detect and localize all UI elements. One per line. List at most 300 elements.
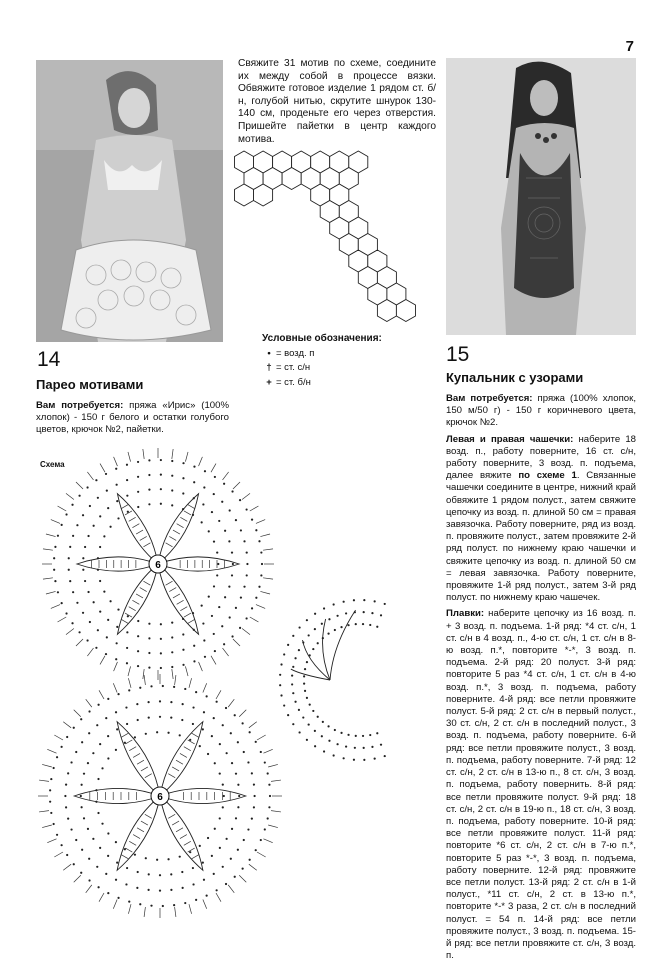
chain-stitch	[235, 519, 237, 521]
chain-stitch	[224, 596, 226, 598]
chain-stitch	[162, 685, 164, 687]
chain-stitch	[167, 732, 169, 734]
chain-stitch	[137, 635, 139, 637]
double-crochet-stitch	[141, 821, 148, 825]
chain-stitch	[336, 615, 338, 617]
chain-stitch	[374, 600, 376, 602]
chain-stitch	[83, 817, 85, 819]
chain-stitch	[93, 525, 95, 527]
chain-stitch	[171, 489, 173, 491]
edge-stitch	[128, 452, 131, 462]
chain-stitch	[221, 501, 223, 503]
double-crochet-stitch	[176, 828, 183, 832]
chain-stitch	[214, 828, 216, 830]
double-crochet-stitch	[180, 835, 187, 839]
chain-stitch	[321, 623, 323, 625]
chain-stitch	[117, 693, 119, 695]
chain-stitch	[54, 546, 56, 548]
chain-stitch	[61, 524, 63, 526]
chain-stitch	[193, 660, 195, 662]
chain-stitch	[203, 639, 205, 641]
chain-stitch	[203, 879, 205, 881]
edge-stitch	[185, 666, 188, 676]
chain-stitch	[237, 806, 239, 808]
chain-stitch	[226, 752, 228, 754]
chain-stitch	[239, 499, 241, 501]
chain-stitch	[222, 724, 224, 726]
edge-stitch	[46, 534, 56, 537]
chain-stitch	[137, 871, 139, 873]
double-crochet-stitch	[192, 733, 199, 737]
chain-stitch	[72, 591, 74, 593]
double-crochet-stitch	[184, 511, 191, 515]
chain-stitch	[61, 602, 63, 604]
crochet-motif-partial	[279, 599, 386, 761]
chain-stitch	[103, 535, 105, 537]
chain-stitch	[61, 844, 63, 846]
chain-stitch	[327, 725, 329, 727]
chain-stitch	[96, 866, 98, 868]
chain-stitch	[255, 849, 257, 851]
chain-stitch	[235, 817, 237, 819]
pareo-photo-image	[36, 60, 223, 342]
chain-stitch	[116, 626, 118, 628]
edge-stitch	[260, 591, 270, 594]
chain-stitch	[64, 795, 66, 797]
chain-stitch	[56, 834, 58, 836]
double-crochet-stitch	[136, 530, 143, 534]
edge-stitch	[114, 457, 118, 466]
chain-stitch	[50, 778, 52, 780]
edge-stitch	[58, 506, 67, 511]
chain-stitch	[72, 535, 74, 537]
chain-stitch	[306, 619, 308, 621]
chain-stitch	[192, 723, 194, 725]
chain-stitch	[204, 470, 206, 472]
chain-stitch	[302, 716, 304, 718]
motif-center-number: 6	[157, 792, 163, 803]
chain-stitch	[179, 856, 181, 858]
chain-stitch	[245, 508, 247, 510]
chain-stitch	[192, 706, 194, 708]
chain-stitch	[137, 719, 139, 721]
chain-stitch	[65, 783, 67, 785]
chain-stitch	[240, 596, 242, 598]
chain-stitch	[267, 772, 269, 774]
chain-stitch	[202, 862, 204, 864]
double-crochet-stitch	[166, 581, 173, 585]
chain-stitch	[181, 719, 183, 721]
petal-outline	[303, 640, 330, 680]
chain-stitch	[245, 617, 247, 619]
petal-outline	[117, 796, 160, 870]
chain-stitch	[216, 701, 218, 703]
chain-stitch	[126, 479, 128, 481]
double-crochet-stitch	[177, 600, 184, 604]
chain-stitch	[287, 714, 289, 716]
chain-stitch	[303, 675, 305, 677]
chain-stitch	[145, 857, 147, 859]
edge-stitch	[58, 617, 67, 622]
chain-stitch	[81, 741, 83, 743]
chain-stitch	[240, 529, 242, 531]
chain-stitch	[306, 697, 308, 699]
edge-stitch	[228, 885, 234, 893]
chain-stitch	[106, 490, 108, 492]
chain-stitch	[261, 563, 263, 565]
chain-stitch	[214, 762, 216, 764]
edge-stitch	[42, 825, 52, 828]
chain-stitch	[298, 626, 300, 628]
double-crochet-stitch	[169, 536, 176, 540]
chain-stitch	[376, 626, 378, 628]
chain-stitch	[97, 497, 99, 499]
chain-stitch	[88, 710, 90, 712]
petal-outline	[323, 619, 330, 680]
chain-stitch	[216, 889, 218, 891]
petal-outline	[117, 722, 160, 796]
chain-stitch	[201, 605, 203, 607]
chain-stitch	[249, 859, 251, 861]
chain-stitch	[226, 838, 228, 840]
chain-stitch	[147, 701, 149, 703]
chain-stitch	[107, 735, 109, 737]
edge-stitch	[76, 482, 83, 489]
edge-stitch	[271, 811, 281, 812]
chain-stitch	[322, 721, 324, 723]
project-14-number: 14	[37, 348, 61, 371]
chain-stitch	[211, 855, 213, 857]
chain-stitch	[160, 667, 162, 669]
edge-stitch	[189, 678, 192, 688]
chain-stitch	[78, 631, 80, 633]
edge-stitch	[74, 875, 81, 882]
chain-stitch	[57, 535, 59, 537]
chain-stitch	[115, 711, 117, 713]
chain-stitch	[92, 752, 94, 754]
chain-stitch	[53, 557, 55, 559]
chain-stitch	[147, 889, 149, 891]
double-crochet-stitch	[168, 814, 175, 818]
double-crochet-stitch	[188, 848, 195, 852]
chain-stitch	[95, 647, 97, 649]
chain-stitch	[126, 723, 128, 725]
chain-stitch	[82, 514, 84, 516]
chain-stitch	[279, 684, 281, 686]
petal-outline	[158, 557, 239, 571]
chain-stitch	[201, 521, 203, 523]
chain-stitch	[82, 612, 84, 614]
chain-stitch	[345, 745, 347, 747]
chain-stitch	[328, 618, 330, 620]
chain-stitch	[242, 722, 244, 724]
chain-stitch	[228, 585, 230, 587]
chain-stitch	[89, 505, 91, 507]
chain-stitch	[213, 633, 215, 635]
chain-stitch	[207, 753, 209, 755]
chain-stitch	[371, 612, 373, 614]
double-crochet-stitch	[173, 594, 180, 598]
edge-stitch	[199, 662, 203, 671]
chain-stitch	[137, 620, 139, 622]
chain-stitch	[235, 607, 237, 609]
legend-item: † = ст. с/н	[266, 362, 311, 373]
chain-stitch	[83, 773, 85, 775]
double-crochet-stitch	[129, 841, 136, 845]
chain-stitch	[219, 743, 221, 745]
chain-stitch	[159, 890, 161, 892]
chain-stitch	[70, 761, 72, 763]
edge-stitch	[175, 675, 176, 685]
legend-title: Условные обозначения:	[262, 333, 382, 344]
edge-stitch	[66, 493, 74, 499]
chain-stitch	[384, 755, 386, 757]
double-crochet-stitch	[180, 753, 187, 757]
chain-stitch	[247, 828, 249, 830]
chain-stitch	[148, 652, 150, 654]
chain-stitch	[136, 703, 138, 705]
chain-stitch	[225, 707, 227, 709]
chain-stitch	[309, 704, 311, 706]
chain-stitch	[126, 647, 128, 649]
edge-stitch	[43, 578, 53, 579]
chain-stitch	[228, 540, 230, 542]
chain-stitch	[216, 551, 218, 553]
chain-stitch	[237, 849, 239, 851]
chain-stitch	[170, 889, 172, 891]
edge-stitch	[271, 780, 281, 781]
chain-stitch	[73, 727, 75, 729]
chain-stitch	[170, 717, 172, 719]
chain-stitch	[230, 732, 232, 734]
chain-stitch	[181, 871, 183, 873]
chain-stitch	[206, 895, 208, 897]
chain-stitch	[139, 687, 141, 689]
chain-stitch	[137, 476, 139, 478]
chain-stitch	[219, 817, 221, 819]
chain-stitch	[171, 622, 173, 624]
chain-stitch	[117, 897, 119, 899]
chain-stitch	[217, 563, 219, 565]
chain-stitch	[306, 739, 308, 741]
chain-stitch	[249, 731, 251, 733]
chain-stitch	[362, 623, 364, 625]
chain-stitch	[92, 838, 94, 840]
edge-stitch	[199, 457, 203, 466]
chain-stitch	[73, 863, 75, 865]
chain-stitch	[345, 612, 347, 614]
chain-stitch	[343, 757, 345, 759]
chain-stitch	[195, 899, 197, 901]
chain-stitch	[369, 624, 371, 626]
chain-stitch	[308, 634, 310, 636]
edge-stitch	[172, 449, 173, 459]
chain-stitch	[81, 784, 83, 786]
crochet-motif	[42, 448, 274, 680]
chain-stitch	[222, 784, 224, 786]
chain-stitch	[347, 734, 349, 736]
chain-stitch	[88, 732, 90, 734]
chain-stitch	[231, 574, 233, 576]
chain-stitch	[173, 686, 175, 688]
double-crochet-stitch	[168, 774, 175, 778]
chain-stitch	[213, 873, 215, 875]
chain-stitch	[156, 859, 158, 861]
chain-stitch	[260, 839, 262, 841]
chain-stitch	[258, 540, 260, 542]
double-crochet-stitch	[169, 588, 176, 592]
petal-outline	[160, 722, 203, 796]
chain-stitch	[254, 795, 256, 797]
chain-stitch	[71, 622, 73, 624]
chain-stitch	[321, 735, 323, 737]
chain-stitch	[255, 597, 257, 599]
double-crochet-stitch	[132, 600, 139, 604]
chain-stitch	[173, 904, 175, 906]
chain-stitch	[323, 750, 325, 752]
chain-stitch	[65, 513, 67, 515]
chain-stitch	[235, 773, 237, 775]
chain-stitch	[82, 569, 84, 571]
chain-stitch	[202, 728, 204, 730]
edge-stitch	[99, 893, 104, 902]
chain-stitch	[267, 817, 269, 819]
chain-stitch	[50, 812, 52, 814]
chain-stitch	[182, 462, 184, 464]
edge-stitch	[216, 893, 221, 902]
chain-stitch	[65, 806, 67, 808]
chain-stitch	[103, 591, 105, 593]
chain-stitch	[347, 624, 349, 626]
page-number: 7	[625, 38, 634, 55]
double-crochet-stitch	[166, 543, 173, 547]
chain-stitch	[117, 517, 119, 519]
double-crochet-stitch	[180, 517, 187, 521]
chain-stitch	[49, 801, 51, 803]
petal-outline	[330, 610, 356, 680]
project-14-title: Парео мотивами	[36, 377, 144, 392]
double-crochet-stitch	[133, 835, 140, 839]
chain-stitch	[223, 795, 225, 797]
project-15-materials: Вам потребуется: пряжа (100% хлопок, 150 м/50 г) - 150 г коричневого цвета, крючок №2.	[446, 393, 636, 429]
double-crochet-stitch	[133, 753, 140, 757]
edge-stitch	[223, 472, 229, 480]
edge-stitch	[51, 605, 60, 609]
petal-outline	[158, 494, 199, 564]
chain-stitch	[255, 741, 257, 743]
chain-stitch	[243, 540, 245, 542]
legend-item: + = ст. б/н	[266, 376, 311, 388]
double-crochet-stitch	[172, 767, 179, 771]
chain-stitch	[81, 849, 83, 851]
chain-stitch	[238, 795, 240, 797]
chain-stitch	[134, 854, 136, 856]
chain-stitch	[148, 667, 150, 669]
chain-stitch	[126, 464, 128, 466]
chain-stitch	[109, 526, 111, 528]
chain-stitch	[126, 867, 128, 869]
edge-stitch	[268, 764, 278, 767]
chain-stitch	[333, 603, 335, 605]
chain-stitch	[231, 635, 233, 637]
chain-stitch	[327, 633, 329, 635]
chain-stitch	[340, 732, 342, 734]
symbol-legend	[262, 332, 382, 390]
chain-stitch	[298, 709, 300, 711]
chain-stitch	[336, 743, 338, 745]
chain-stitch	[223, 643, 225, 645]
chain-stitch	[222, 806, 224, 808]
double-crochet-stitch	[140, 536, 147, 540]
chain-stitch	[258, 586, 260, 588]
chain-stitch	[199, 845, 201, 847]
edge-stitch	[113, 683, 117, 692]
chain-stitch	[243, 751, 245, 753]
chain-stitch	[81, 806, 83, 808]
chain-stitch	[221, 625, 223, 627]
chain-stitch	[218, 520, 220, 522]
crochet-motif-chart	[30, 448, 410, 928]
chain-stitch	[69, 546, 71, 548]
double-crochet-stitch	[184, 841, 191, 845]
chain-stitch	[251, 519, 253, 521]
double-crochet-stitch	[136, 594, 143, 598]
chain-stitch	[159, 716, 161, 718]
chain-stitch	[333, 754, 335, 756]
chain-stitch	[116, 862, 118, 864]
double-crochet-stitch	[129, 747, 136, 751]
chain-stitch	[182, 664, 184, 666]
legend-item: • = возд. п	[267, 347, 315, 359]
chain-stitch	[340, 626, 342, 628]
chain-stitch	[87, 535, 89, 537]
chain-stitch	[71, 504, 73, 506]
chain-stitch	[231, 551, 233, 553]
chain-stitch	[291, 683, 293, 685]
chain-stitch	[99, 546, 101, 548]
chain-stitch	[167, 858, 169, 860]
chain-stitch	[89, 621, 91, 623]
edge-stitch	[250, 617, 259, 622]
double-crochet-stitch	[140, 588, 147, 592]
chain-stitch	[363, 747, 365, 749]
chain-stitch	[328, 740, 330, 742]
chain-stitch	[54, 580, 56, 582]
chain-stitch	[171, 636, 173, 638]
chain-stitch	[171, 504, 173, 506]
chain-stitch	[202, 622, 204, 624]
chain-stitch	[268, 784, 270, 786]
edge-stitch	[74, 710, 81, 717]
double-crochet-stitch	[173, 530, 180, 534]
chain-stitch	[208, 530, 210, 532]
chain-stitch	[105, 653, 107, 655]
edge-stitch	[211, 656, 216, 665]
double-crochet-stitch	[121, 855, 128, 859]
edge-stitch	[99, 690, 104, 699]
chain-stitch	[260, 751, 262, 753]
chain-stitch	[88, 858, 90, 860]
edge-stitch	[39, 780, 49, 781]
chain-stitch	[211, 615, 213, 617]
chain-stitch	[308, 723, 310, 725]
chain-stitch	[355, 735, 357, 737]
chain-stitch	[279, 674, 281, 676]
chain-stitch	[362, 735, 364, 737]
chain-stitch	[105, 873, 107, 875]
swimsuit-photo-image	[446, 58, 636, 335]
chain-stitch	[97, 778, 99, 780]
